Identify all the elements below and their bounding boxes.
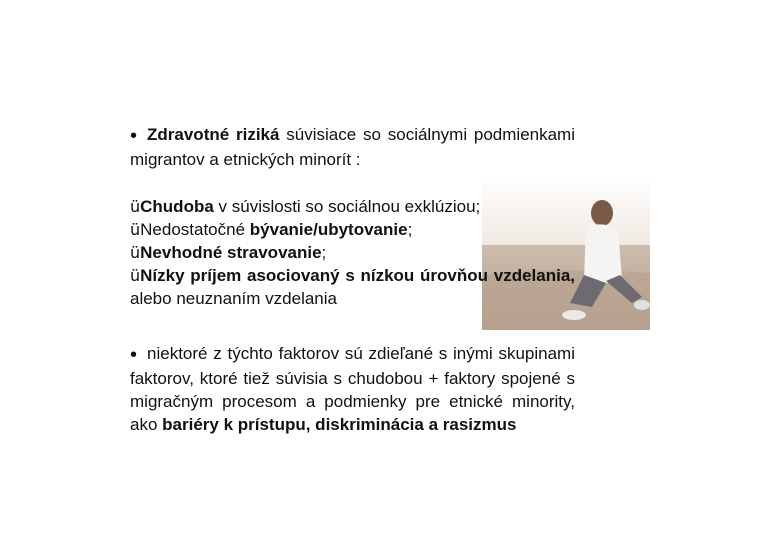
item-text: ; xyxy=(407,220,413,239)
item-bold: Chudoba xyxy=(140,197,214,216)
list-item xyxy=(130,264,575,310)
health-risks-text: súvisiace so sociálnymi podmienkami migrantov a etnických minorít : xyxy=(130,125,575,169)
list-item xyxy=(130,241,575,264)
shared-factors-text: niektoré z týchto faktorov sú zdieľané s inými skupinami faktorov, ktoré tiež súvisia s chudobou + faktory spojené s migračným procesom a podmienky pre etnické minority, ako xyxy=(130,344,575,434)
list-item xyxy=(130,218,575,241)
item-bold: Nevhodné stravovanie xyxy=(140,243,322,262)
checkmark-icon: ü xyxy=(130,266,141,285)
checklist xyxy=(130,195,575,310)
bullet-icon: • xyxy=(130,125,138,147)
item-text-lead: Nedostatočné xyxy=(140,220,250,239)
item-text: v súvislosti so sociálnou exklúziou; xyxy=(213,197,481,216)
checkmark-icon: ü xyxy=(130,197,141,216)
checkmark-icon: ü xyxy=(130,243,141,262)
item-bold: bývanie/ubytovanie xyxy=(249,220,408,239)
checkmark-icon: ü xyxy=(130,220,141,239)
item-bold: Nízky príjem asociovaný s nízkou úrovňou vzdelania, xyxy=(140,266,575,285)
bullet-shared-factors xyxy=(130,342,575,436)
health-risks-heading: Zdravotné riziká xyxy=(147,125,280,144)
bullet-icon: • xyxy=(130,344,138,366)
shared-factors-bold: bariéry k prístupu, diskriminácia a rasizmus xyxy=(162,415,517,434)
bullet-health-risks xyxy=(130,123,575,171)
item-text: alebo neuznaním vzdelania xyxy=(130,289,337,308)
list-item xyxy=(130,195,575,218)
item-text: ; xyxy=(321,243,327,262)
